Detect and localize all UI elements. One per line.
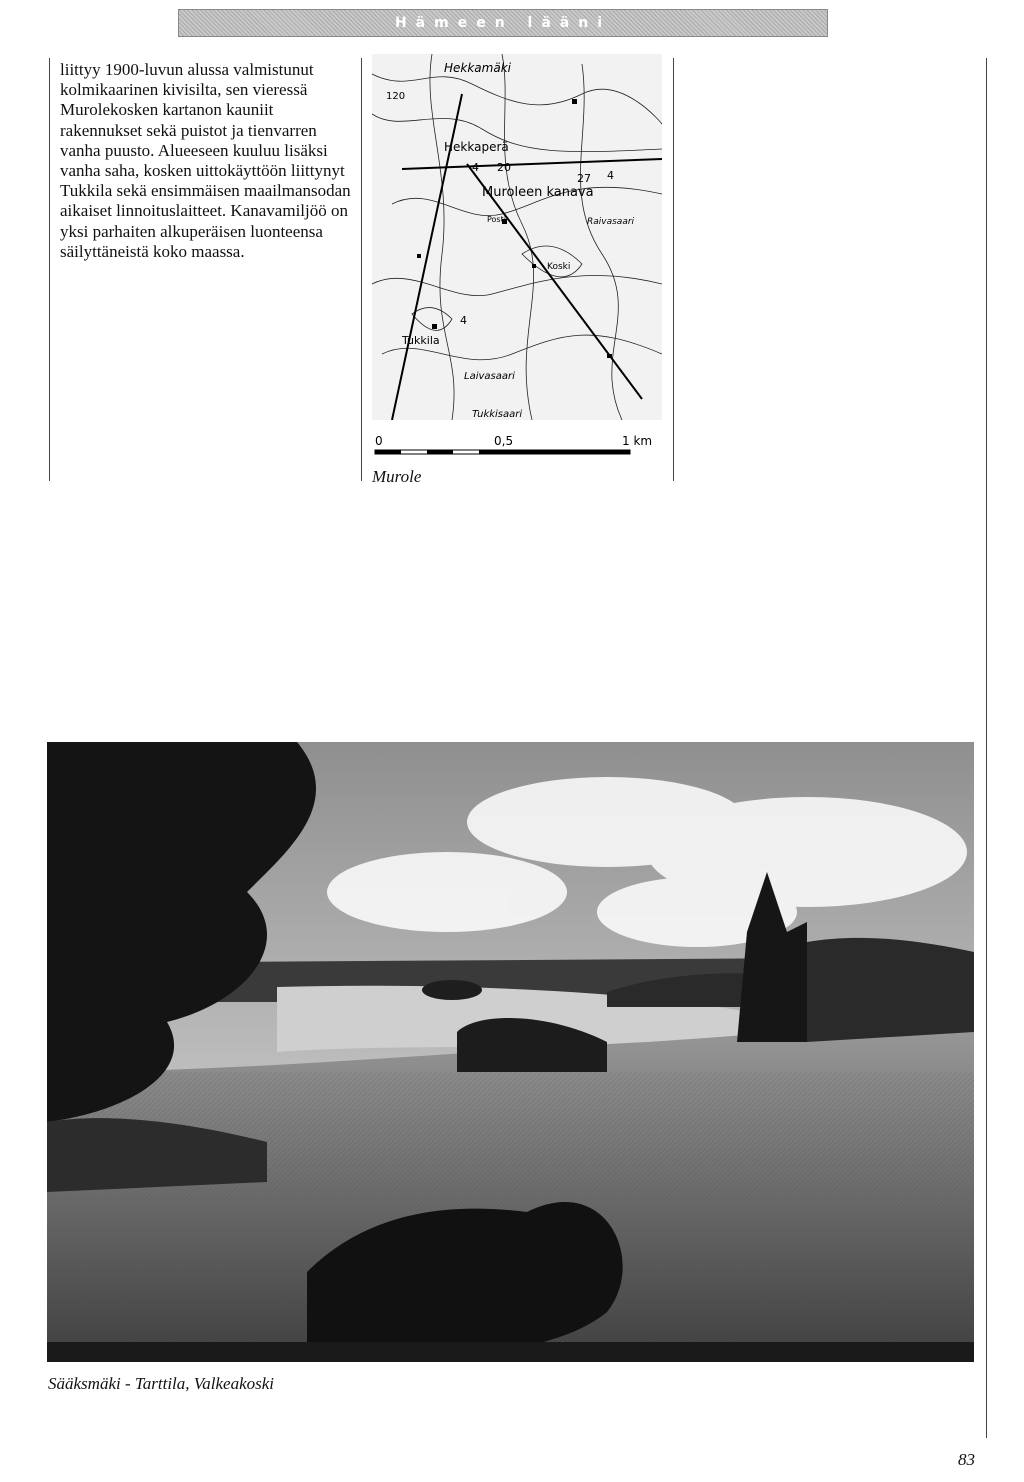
map-label-raivasaari: Raivasaari <box>587 217 635 227</box>
map-graphic <box>372 54 662 420</box>
map-label-4c: 4 <box>460 314 467 327</box>
running-header-title: Hämeen lääni <box>394 15 612 31</box>
column-rule-left <box>49 58 50 481</box>
scale-label-mid: 0,5 <box>494 434 514 448</box>
map-caption: Murole <box>372 467 422 486</box>
running-header <box>178 9 828 37</box>
map-label-tukkila: Tukkila <box>402 334 440 347</box>
map-label-4a: 4 <box>472 161 479 174</box>
scale-label-end: 1 km <box>622 434 653 448</box>
map-scale-bar <box>372 432 672 472</box>
scale-label-start: 0 <box>375 434 383 448</box>
body-paragraph: liittyy 1900-luvun alussa valmistunut kolmikaarinen kivisilta, sen vieressä Murolekosken kartanon kauniit rakennukset sekä puistot ja tienvarren vanha puusto. Alueeseen kuuluu lisäksi vanha saha, kosken uittokäyttöön liittynyt Tukkila sekä ensimmäisen maailmansodan aikaiset linnoituslaitteet. Kanavamiljöö on yksi parhaiten alkuperäisen luonteensa säilyttäneistä koko maassa. <box>60 60 351 261</box>
map-label-tukkisaari: Tukkisaari <box>472 409 523 420</box>
photo-graphic <box>47 742 974 1362</box>
map-label-20: 20 <box>497 161 511 174</box>
column-rule-map-right <box>673 58 674 481</box>
scale-bar-graphic <box>372 432 672 472</box>
topographic-map <box>372 54 662 420</box>
map-label-hekkapera: Hekkaperä <box>444 140 509 154</box>
map-label-posti: Posti <box>487 215 506 224</box>
column-rule-right <box>986 58 987 1438</box>
map-label-laivasaari: Laivasaari <box>464 371 515 382</box>
map-label-hekkamaki: Hekkamäki <box>444 61 511 75</box>
map-label-koski: Koski <box>547 262 571 272</box>
map-label-kanava: Muroleen kanava <box>482 185 594 200</box>
photo-caption: Sääksmäki - Tarttila, Valkeakoski <box>48 1374 275 1393</box>
column-rule-middle <box>361 58 362 481</box>
map-label-27: 27 <box>577 172 591 185</box>
landscape-photo <box>47 742 974 1362</box>
page-number: 83 <box>958 1450 975 1469</box>
map-label-120: 120 <box>386 91 406 102</box>
map-label-4b: 4 <box>607 169 614 182</box>
